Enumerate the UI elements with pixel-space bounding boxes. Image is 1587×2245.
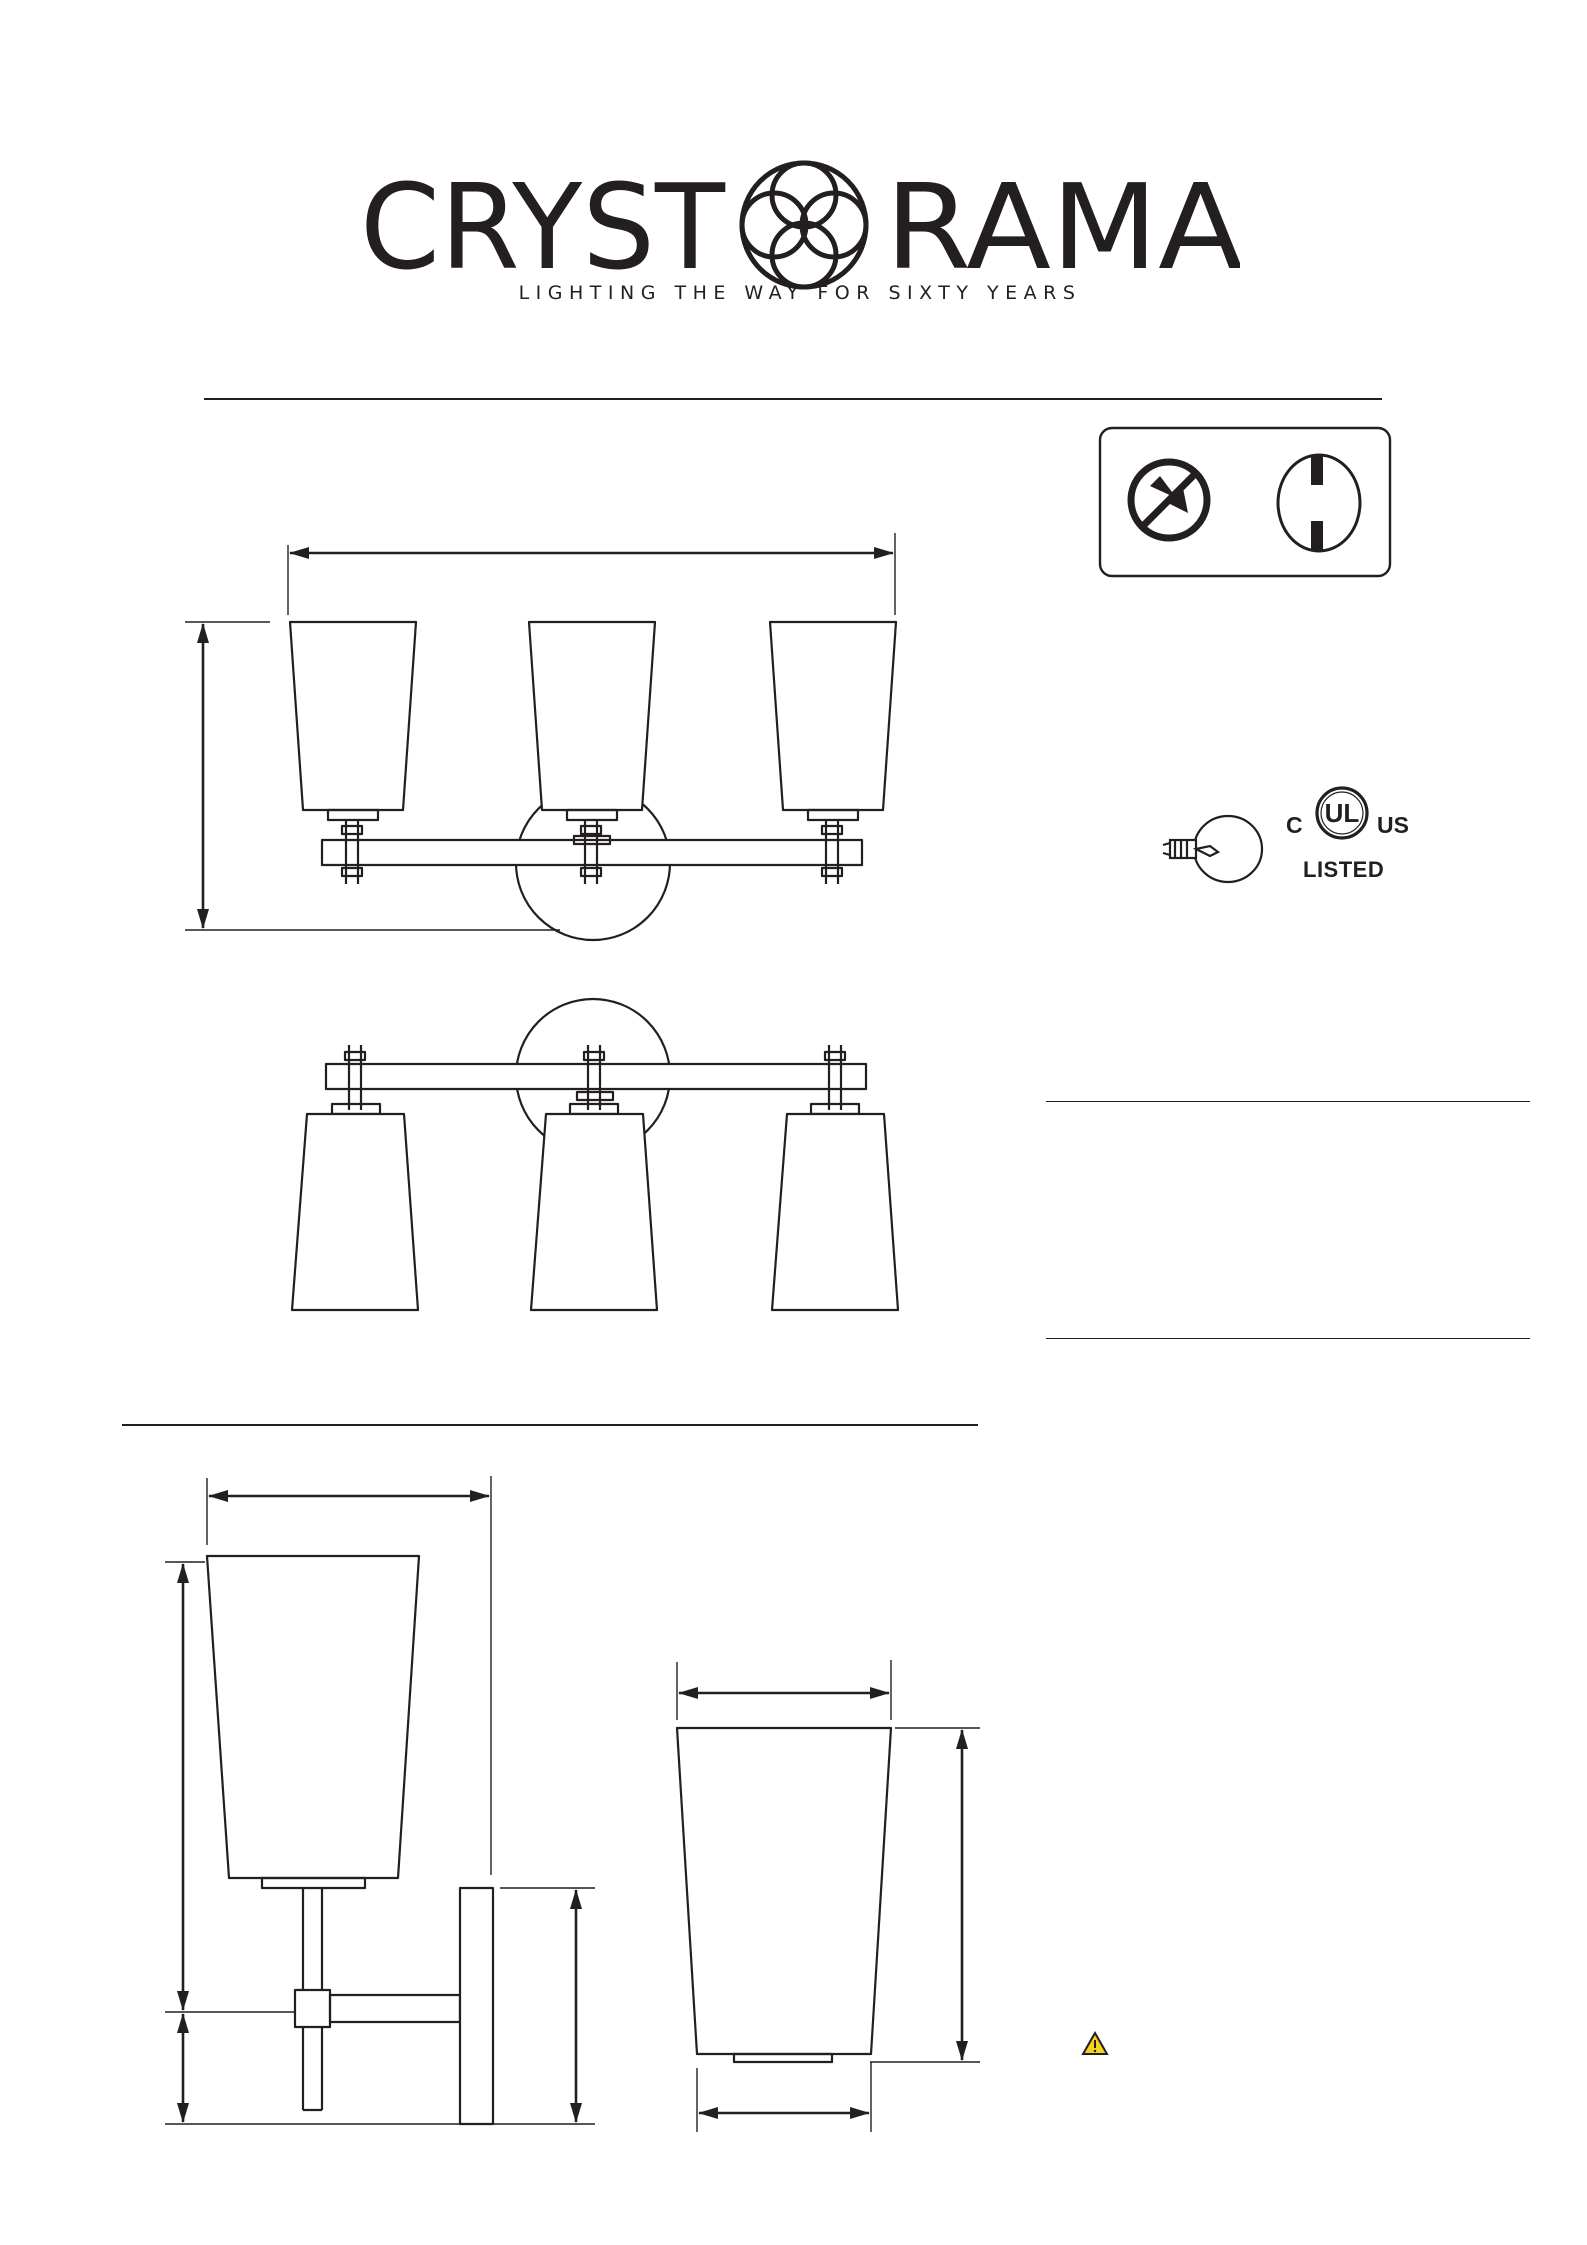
shade-detail bbox=[677, 1660, 980, 2132]
glass-shade bbox=[292, 1114, 418, 1310]
front-view-upright bbox=[185, 533, 896, 940]
brand-tagline: LIGHTING THE WAY FOR SIXTY YEARS bbox=[518, 282, 1082, 304]
logo-text-left: CRYST bbox=[360, 158, 726, 296]
safety-icons-panel bbox=[1100, 428, 1390, 576]
glass-shade bbox=[290, 622, 416, 810]
warning-icon bbox=[1083, 2033, 1107, 2054]
ul-us-label: US bbox=[1377, 812, 1409, 838]
ul-c-label: C bbox=[1286, 812, 1303, 838]
arm-bar bbox=[326, 1064, 866, 1089]
no-dimmer-icon bbox=[1131, 462, 1207, 538]
glass-shade bbox=[770, 622, 896, 810]
glass-shade bbox=[529, 622, 655, 810]
glass-shade bbox=[772, 1114, 898, 1310]
glass-shade bbox=[207, 1556, 419, 1878]
ul-listed-label: LISTED bbox=[1303, 857, 1385, 882]
polarized-plug-icon bbox=[1278, 455, 1360, 551]
bulb-icon bbox=[1163, 816, 1262, 882]
front-view-inverted bbox=[292, 999, 898, 1310]
side-view bbox=[165, 1476, 595, 2124]
wall-plate bbox=[460, 1888, 493, 2124]
ul-letters: UL bbox=[1324, 798, 1360, 828]
glass-shade bbox=[677, 1728, 891, 2054]
logo-text-right: RAMA bbox=[885, 158, 1240, 296]
glass-shade bbox=[531, 1114, 657, 1310]
